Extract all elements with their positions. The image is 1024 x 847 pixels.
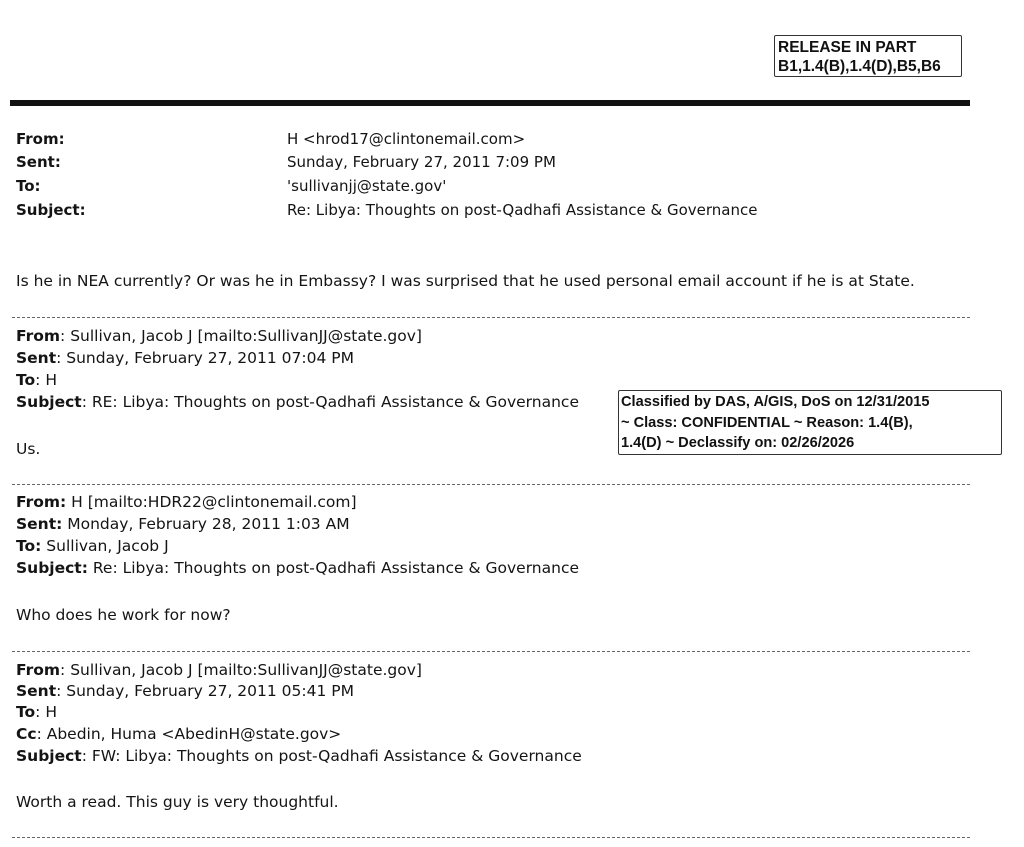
message-body: Who does he work for now? [16,606,231,624]
msg3-subject [16,559,579,577]
sent-value: : Sunday, February 27, 2011 05:41 PM [56,682,355,700]
from-label: From [16,327,61,345]
header-rule [10,100,970,106]
classification-line: ~ Class: CONFIDENTIAL ~ Reason: 1.4(B), [621,414,913,431]
msg2-sent [16,349,354,367]
message-body: Worth a read. This guy is very thoughtful. [16,793,339,811]
sent-label: Sent [16,682,57,700]
sent-label: Sent: [16,515,63,533]
msg4-to [16,703,57,721]
sent-label: Sent [16,349,57,367]
message-divider [12,837,970,838]
to-value: : H [35,371,57,389]
classification-line: 1.4(D) ~ Declassify on: 02/26/2026 [621,435,855,451]
to-value: 'sullivanjj@state.gov' [287,177,447,195]
subject-label: Subject [16,747,82,765]
msg4-subject [16,747,582,765]
subject-value: Re: Libya: Thoughts on post-Qadhafi Assistance & Governance [87,559,580,577]
cc-label: Cc [16,725,37,743]
msg4-sent [16,682,354,700]
message-body: Us. [16,440,41,458]
sent-value: Monday, February 28, 2011 1:03 AM [62,515,350,533]
to-label: To: [16,177,41,195]
msg4-from [16,661,422,679]
from-value: H <hrod17@clintonemail.com> [287,130,526,148]
sent-label: Sent: [16,153,61,171]
release-stamp-line: B1,1.4(B),1.4(D),B5,B6 [778,58,941,75]
to-value: : H [35,703,57,721]
message-divider [12,484,970,485]
subject-value: Re: Libya: Thoughts on post-Qadhafi Assistance & Governance [287,201,758,219]
message-divider [12,651,970,652]
msg3-to [16,537,169,555]
sent-value: Sunday, February 27, 2011 7:09 PM [287,153,556,171]
to-value: Sullivan, Jacob J [41,537,169,555]
subject-value: : FW: Libya: Thoughts on post-Qadhafi Assistance & Governance [81,747,582,765]
msg2-to [16,371,57,389]
msg4-cc [16,725,341,743]
to-label: To: [16,537,42,555]
message-body: Is he in NEA currently? Or was he in Embassy? I was surprised that he used personal email account if he is at State. [16,272,915,290]
release-stamp [774,35,962,77]
from-value: H [mailto:HDR22@clintonemail.com] [66,493,357,511]
classification-stamp [618,390,1002,455]
sent-value: : Sunday, February 27, 2011 07:04 PM [56,349,355,367]
msg3-sent [16,515,350,533]
cc-value: : Abedin, Huma <AbedinH@state.gov> [36,725,342,743]
msg2-subject [16,393,579,411]
from-label: From [16,661,61,679]
subject-label: Subject: [16,559,88,577]
subject-label: Subject: [16,201,86,219]
subject-value: : RE: Libya: Thoughts on post-Qadhafi Assistance & Governance [81,393,579,411]
from-value: : Sullivan, Jacob J [mailto:SullivanJJ@state.gov] [60,661,422,679]
classification-line: Classified by DAS, A/GIS, DoS on 12/31/2015 [621,394,930,410]
from-value: : Sullivan, Jacob J [mailto:SullivanJJ@state.gov] [60,327,422,345]
from-label: From: [16,493,67,511]
message-divider [12,317,970,318]
from-label: From: [16,130,65,148]
msg3-from [16,493,357,511]
to-label: To [16,371,36,389]
subject-label: Subject [16,393,82,411]
release-stamp-line: RELEASE IN PART [778,39,917,56]
to-label: To [16,703,36,721]
msg2-from [16,327,422,345]
